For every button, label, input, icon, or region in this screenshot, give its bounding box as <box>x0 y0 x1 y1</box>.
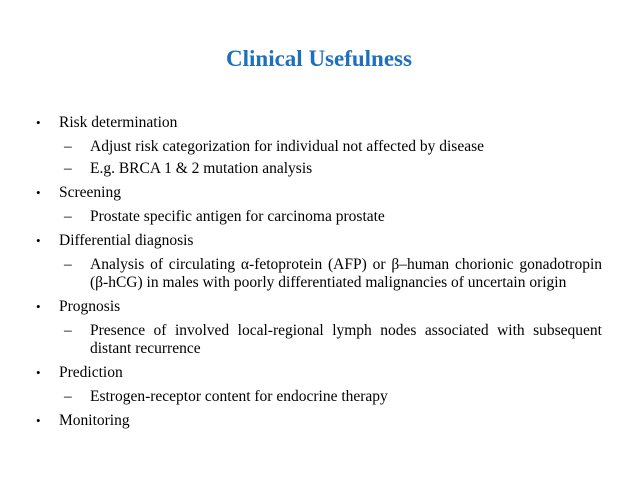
bullet-item-monitoring <box>30 410 602 432</box>
dash-icon: – <box>64 208 72 225</box>
dash-icon: – <box>64 388 72 405</box>
bullet-icon: • <box>36 413 41 428</box>
bullet-label: Differential diagnosis <box>59 232 194 249</box>
bullet-label: Screening <box>59 184 121 201</box>
sub-item-text: Estrogen-receptor content for endocrine therapy <box>90 388 388 405</box>
bullet-item-prediction <box>30 362 602 384</box>
sub-item-text: Prostate specific antigen for carcinoma prostate <box>90 208 385 225</box>
bullet-label: Prognosis <box>59 298 121 315</box>
bullet-label: Monitoring <box>59 412 130 429</box>
bullet-icon: • <box>36 185 41 200</box>
bullet-list <box>30 112 602 432</box>
sub-item <box>30 388 602 406</box>
slide-title: Clinical Usefulness <box>226 46 412 71</box>
sub-item <box>30 322 602 358</box>
sub-item-text: E.g. BRCA 1 & 2 mutation analysis <box>90 160 313 177</box>
sub-item <box>30 160 602 178</box>
bullet-item-screening <box>30 182 602 204</box>
sub-item-text: Presence of involved local-regional lymph nodes associated with subsequent distant recurrence <box>90 322 602 357</box>
bullet-icon: • <box>36 299 41 314</box>
bullet-item-differential-diagnosis <box>30 230 602 252</box>
bullet-icon: • <box>36 365 41 380</box>
bullet-icon: • <box>36 233 41 248</box>
dash-icon: – <box>64 160 72 177</box>
bullet-label: Prediction <box>59 364 123 381</box>
bullet-label: Risk determination <box>59 114 178 131</box>
sub-item <box>30 208 602 226</box>
sub-item <box>30 256 602 292</box>
dash-icon: – <box>64 322 72 339</box>
sub-item-text: Analysis of circulating α-fetoprotein (AFP) or β–human chorionic gonadotropin (β-hCG) in males with poorly differentiated malignancies of uncertain origin <box>90 256 602 291</box>
dash-icon: – <box>64 138 72 155</box>
sub-item-text: Adjust risk categorization for individual not affected by disease <box>90 138 484 155</box>
bullet-item-prognosis <box>30 296 602 318</box>
bullet-icon: • <box>36 115 41 130</box>
bullet-item-risk-determination <box>30 112 602 134</box>
dash-icon: – <box>64 256 72 273</box>
sub-item <box>30 138 602 156</box>
